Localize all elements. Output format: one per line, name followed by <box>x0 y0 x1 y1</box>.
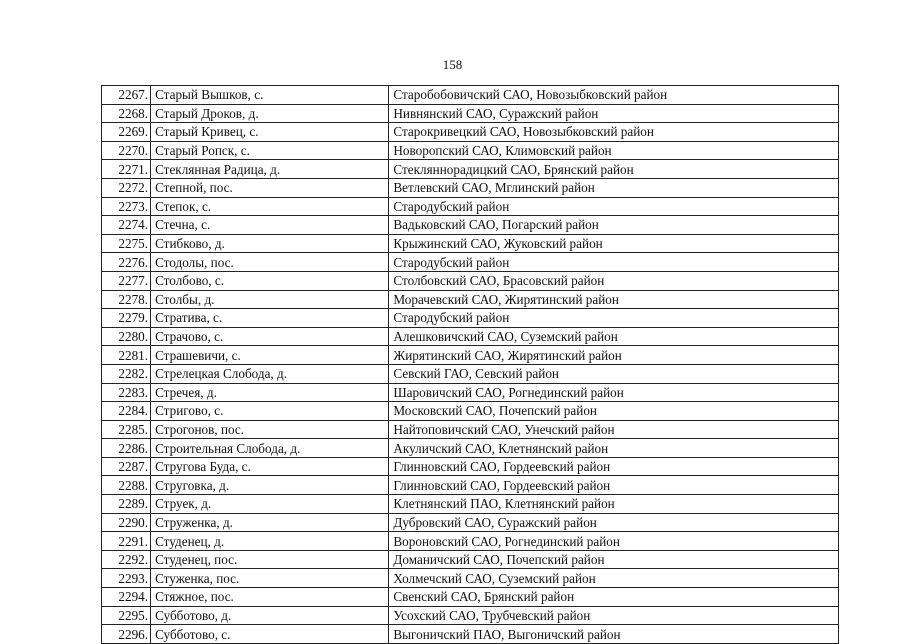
administrative-district: Столбовский САО, Брасовский район <box>389 271 839 290</box>
settlement-name: Строительная Слобода, д. <box>151 439 389 458</box>
settlement-name: Столбово, с. <box>151 271 389 290</box>
row-number: 2267. <box>102 86 151 105</box>
administrative-district: Крыжинский САО, Жуковский район <box>389 234 839 253</box>
table-row <box>102 588 839 607</box>
row-number: 2284. <box>102 402 151 421</box>
administrative-district: Новоропский САО, Климовский район <box>389 141 839 160</box>
page-number: 158 <box>442 57 463 72</box>
administrative-district: Доманичский САО, Почепский район <box>389 550 839 569</box>
table-row <box>102 550 839 569</box>
table-row <box>102 364 839 383</box>
table-row <box>102 160 839 179</box>
row-number: 2280. <box>102 327 151 346</box>
table-row <box>102 309 839 328</box>
settlement-name: Старый Ропск, с. <box>151 141 389 160</box>
settlement-name: Степной, пос. <box>151 178 389 197</box>
row-number: 2273. <box>102 197 151 216</box>
row-number: 2281. <box>102 346 151 365</box>
administrative-district: Ветлевский САО, Мглинский район <box>389 178 839 197</box>
administrative-district: Глинновский САО, Гордеевский район <box>389 457 839 476</box>
settlement-name: Студенец, д. <box>151 532 389 551</box>
row-number: 2272. <box>102 178 151 197</box>
settlement-name: Субботово, д. <box>151 606 389 625</box>
settlement-name: Стрелецкая Слобода, д. <box>151 364 389 383</box>
row-number: 2270. <box>102 141 151 160</box>
settlement-name: Струженка, д. <box>151 513 389 532</box>
settlement-name: Страшевичи, с. <box>151 346 389 365</box>
row-number: 2269. <box>102 123 151 142</box>
administrative-district: Старокривецкий САО, Новозыбковский район <box>389 123 839 142</box>
administrative-district: Акуличский САО, Клетнянский район <box>389 439 839 458</box>
administrative-district: Стародубский район <box>389 197 839 216</box>
table-body <box>102 86 839 644</box>
settlement-name: Старый Дроков, д. <box>151 104 389 123</box>
settlement-name: Старый Кривец, с. <box>151 123 389 142</box>
table-row <box>102 253 839 272</box>
table-row <box>102 178 839 197</box>
table-row <box>102 495 839 514</box>
table-row <box>102 383 839 402</box>
row-number: 2286. <box>102 439 151 458</box>
settlement-name: Строгонов, пос. <box>151 420 389 439</box>
administrative-district: Севский ГАО, Севский район <box>389 364 839 383</box>
table-row <box>102 457 839 476</box>
row-number: 2279. <box>102 309 151 328</box>
table-row <box>102 197 839 216</box>
table-row <box>102 104 839 123</box>
settlement-name: Степок, с. <box>151 197 389 216</box>
table-row <box>102 290 839 309</box>
settlement-name: Стяжное, пос. <box>151 588 389 607</box>
administrative-district: Стекляннорадицкий САО, Брянский район <box>389 160 839 179</box>
row-number: 2271. <box>102 160 151 179</box>
settlement-name: Старый Вышков, с. <box>151 86 389 105</box>
administrative-district: Московский САО, Почепский район <box>389 402 839 421</box>
settlement-name: Стречея, д. <box>151 383 389 402</box>
row-number: 2289. <box>102 495 151 514</box>
administrative-district: Стародубский район <box>389 253 839 272</box>
administrative-district: Глинновский САО, Гордеевский район <box>389 476 839 495</box>
table-row <box>102 86 839 105</box>
settlement-name: Столбы, д. <box>151 290 389 309</box>
table-row <box>102 271 839 290</box>
table-row <box>102 625 839 644</box>
settlement-name: Стругова Буда, с. <box>151 457 389 476</box>
settlement-name: Стодолы, пос. <box>151 253 389 272</box>
row-number: 2293. <box>102 569 151 588</box>
table-row <box>102 216 839 235</box>
administrative-district: Старобобовичский САО, Новозыбковский район <box>389 86 839 105</box>
table-row <box>102 606 839 625</box>
row-number: 2287. <box>102 457 151 476</box>
row-number: 2278. <box>102 290 151 309</box>
administrative-district: Алешковичский САО, Суземский район <box>389 327 839 346</box>
settlement-name: Студенец, пос. <box>151 550 389 569</box>
row-number: 2292. <box>102 550 151 569</box>
settlement-name: Струек, д. <box>151 495 389 514</box>
row-number: 2290. <box>102 513 151 532</box>
table-row <box>102 569 839 588</box>
settlement-name: Страчово, с. <box>151 327 389 346</box>
administrative-district: Дубровский САО, Суражский район <box>389 513 839 532</box>
table-row <box>102 476 839 495</box>
row-number: 2268. <box>102 104 151 123</box>
administrative-district: Морачевский САО, Жирятинский район <box>389 290 839 309</box>
table-row <box>102 327 839 346</box>
administrative-district: Жирятинский САО, Жирятинский район <box>389 346 839 365</box>
administrative-district: Холмечский САО, Суземский район <box>389 569 839 588</box>
settlement-name: Стригово, с. <box>151 402 389 421</box>
settlement-name: Стечна, с. <box>151 216 389 235</box>
row-number: 2277. <box>102 271 151 290</box>
row-number: 2288. <box>102 476 151 495</box>
row-number: 2274. <box>102 216 151 235</box>
settlement-name: Стуженка, пос. <box>151 569 389 588</box>
table-row <box>102 513 839 532</box>
row-number: 2275. <box>102 234 151 253</box>
row-number: 2294. <box>102 588 151 607</box>
settlement-name: Субботово, с. <box>151 625 389 644</box>
administrative-district: Нивнянский САО, Суражский район <box>389 104 839 123</box>
administrative-district: Стародубский район <box>389 309 839 328</box>
table-row <box>102 420 839 439</box>
row-number: 2295. <box>102 606 151 625</box>
table-row <box>102 123 839 142</box>
administrative-district: Выгоничский ПАО, Выгоничский район <box>389 625 839 644</box>
settlement-name: Стеклянная Радица, д. <box>151 160 389 179</box>
row-number: 2296. <box>102 625 151 644</box>
administrative-district: Вадьковский САО, Погарский район <box>389 216 839 235</box>
row-number: 2291. <box>102 532 151 551</box>
administrative-district: Шаровичский САО, Рогнединский район <box>389 383 839 402</box>
settlement-register-table <box>101 85 839 644</box>
settlement-name: Стратива, с. <box>151 309 389 328</box>
table-row <box>102 346 839 365</box>
table-row <box>102 439 839 458</box>
administrative-district: Свенский САО, Брянский район <box>389 588 839 607</box>
administrative-district: Усохский САО, Трубчевский район <box>389 606 839 625</box>
settlement-name: Струговка, д. <box>151 476 389 495</box>
row-number: 2283. <box>102 383 151 402</box>
table-row <box>102 402 839 421</box>
administrative-district: Вороновский САО, Рогнединский район <box>389 532 839 551</box>
administrative-district: Найтоповичский САО, Унечский район <box>389 420 839 439</box>
row-number: 2285. <box>102 420 151 439</box>
row-number: 2282. <box>102 364 151 383</box>
settlement-name: Стибково, д. <box>151 234 389 253</box>
table-row <box>102 532 839 551</box>
row-number: 2276. <box>102 253 151 272</box>
administrative-district: Клетнянский ПАО, Клетнянский район <box>389 495 839 514</box>
table-row <box>102 141 839 160</box>
table-row <box>102 234 839 253</box>
